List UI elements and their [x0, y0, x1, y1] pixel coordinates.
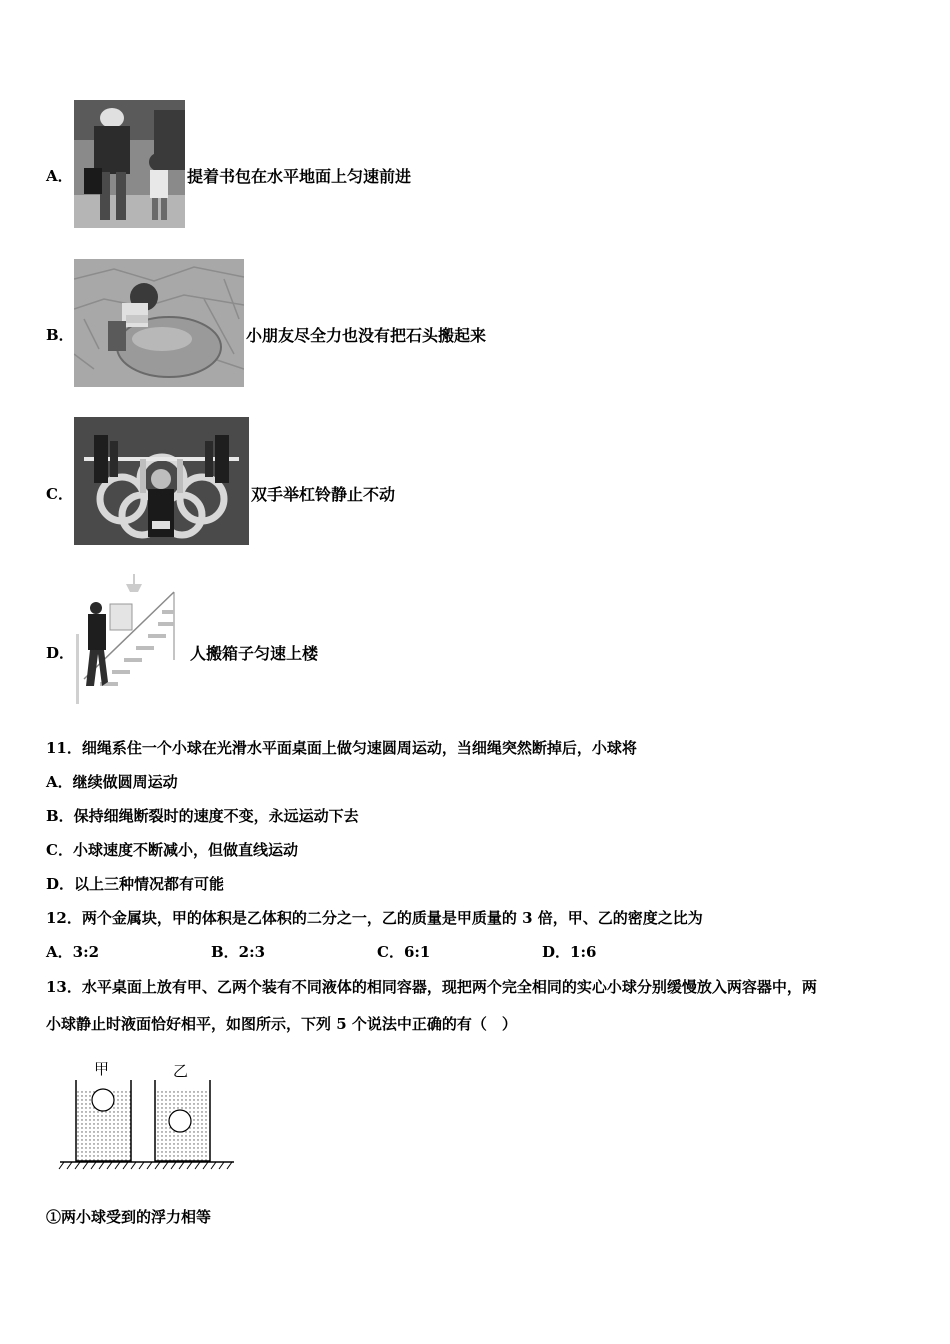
figure-label-yi: 乙	[173, 1062, 189, 1080]
ball-in-container-right	[169, 1110, 191, 1132]
question-13-stem-line2: 小球静止时液面恰好相平，如图所示，下列 5 个说法中正确的有（ ）	[46, 1015, 517, 1033]
option-a-text: 提着书包在水平地面上匀速前进	[187, 167, 412, 186]
option-c-letter: C．	[46, 485, 73, 503]
option-d-text: 人搬箱子匀速上楼	[190, 644, 319, 663]
question-12-option-c: C．6:1	[377, 943, 431, 961]
ball-in-container-left	[92, 1089, 114, 1111]
option-b-letter: B．	[46, 326, 74, 344]
person-carrying-bag-walking-photo	[74, 100, 185, 228]
man-carrying-box-upstairs-drawing	[74, 574, 180, 704]
question-12-option-b: B．2:3	[211, 943, 266, 961]
question-13-statement-1: ①两小球受到的浮力相等	[46, 1208, 212, 1226]
question-12-option-a: A．3:2	[46, 943, 100, 961]
question-13-stem-line1: 13．水平桌面上放有甲、乙两个装有不同液体的相同容器，现把两个完全相同的实心小球分别缓慢放入两容器中，两	[46, 978, 817, 996]
question-11-stem: 11．细绳系住一个小球在光滑水平面桌面上做匀速圆周运动，当细绳突然断掉后，小球将	[46, 739, 637, 757]
child-pushing-rock-photo	[74, 259, 244, 387]
option-c-text: 双手举杠铃静止不动	[251, 485, 396, 504]
question-11-option-d: D．以上三种情况都有可能	[46, 875, 225, 893]
question-12-stem: 12．两个金属块，甲的体积是乙体积的二分之一，乙的质量是甲质量的 3 倍，甲、乙的密度之比为	[46, 909, 703, 927]
option-b-text: 小朋友尽全力也没有把石头搬起来	[246, 326, 487, 345]
question-12-option-d: D．1:6	[542, 943, 597, 961]
two-containers-figure	[56, 1058, 236, 1174]
option-d-letter: D．	[46, 644, 75, 662]
option-a-letter: A．	[46, 167, 73, 185]
weightlifter-holding-barbell-photo	[74, 417, 249, 545]
question-11-option-c: C．小球速度不断减小，但做直线运动	[46, 841, 298, 859]
figure-label-jia: 甲	[94, 1060, 110, 1078]
question-11-option-a: A．继续做圆周运动	[46, 773, 178, 791]
question-11-option-b: B．保持细绳断裂时的速度不变，永远运动下去	[46, 807, 359, 825]
